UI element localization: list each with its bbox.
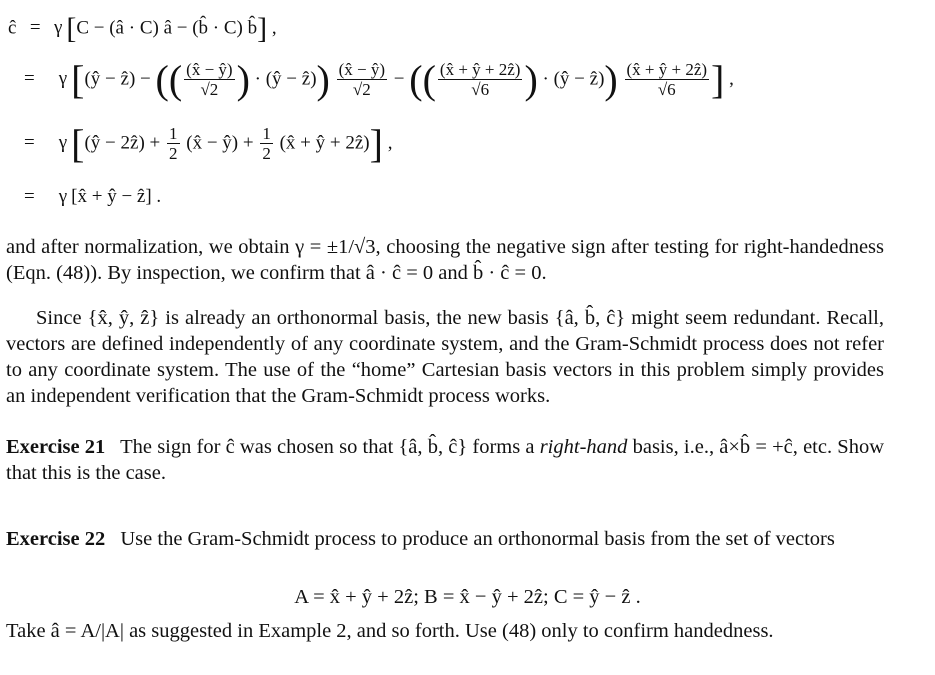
eq4-body: [x̂ + ŷ − ẑ] . xyxy=(71,186,162,207)
exercise-22 xyxy=(6,526,884,552)
eq1-body: C − (â · C) â − (b̂ · C) b̂ xyxy=(76,17,258,39)
eq2-paren-open: (( xyxy=(155,57,183,102)
eq2-paren-close4: ) xyxy=(604,57,618,102)
eq2-open-bracket: [ xyxy=(71,57,85,102)
exercise-22-text: Use the Gram-Schmidt process to produce an orthonormal basis from the set of vectors xyxy=(120,528,835,550)
eq2-minus: − xyxy=(393,68,405,90)
eq3-half2-den: 2 xyxy=(262,143,271,163)
eq2-frac2-num: (x̂ − ŷ) xyxy=(338,59,386,79)
exercise-21-text-before: The sign for ĉ was chosen so that {â, b̂, ĉ} forms a xyxy=(120,436,535,458)
eq2-frac4-num: (x̂ + ŷ + 2ẑ) xyxy=(626,59,708,79)
eq2-paren-close1: ) xyxy=(236,57,250,102)
eq3-half2-num: 1 xyxy=(262,123,271,143)
eq3-half2 xyxy=(260,125,273,163)
eq1-lhs: ĉ xyxy=(8,17,17,39)
eq2-frac3-den: √6 xyxy=(471,79,490,99)
exercise-21 xyxy=(6,434,884,486)
eq2-dot2: · (ŷ − ẑ) xyxy=(542,68,605,90)
eq1-close-bracket: ] xyxy=(257,12,268,45)
eq3-equals: = xyxy=(24,132,35,154)
exercise-22-label: Exercise 22 xyxy=(6,528,106,550)
eq2-frac2 xyxy=(337,61,387,99)
equation-line-3 xyxy=(24,121,393,166)
eq3-term3: (x̂ + ŷ + 2ẑ) xyxy=(279,132,370,154)
eq2-frac4-den: √6 xyxy=(657,79,676,99)
exercise-22-follow: Take â = A/|A| as suggested in Example 2, and so forth. Use (48) only to confirm handedness. xyxy=(6,620,774,642)
eq2-frac3 xyxy=(438,61,523,99)
eq2-paren-open2: (( xyxy=(409,57,436,102)
eq2-frac1-num: (x̂ − ŷ) xyxy=(186,59,233,79)
paragraph-orthonormal-basis: Since {x̂, ŷ, ẑ} is already an orthonormal basis, the new basis {â, b̂, ĉ} might seem redundant. Recall, vectors are defined independently of any coordinate system, and the Gram-Schmidt process does not refer to any coordinate system. The use of the “home” Cartesian basis vectors in this problem simply provides an independent verification that the Gram-Schmidt process works. xyxy=(6,307,884,407)
eq3-term1: (ŷ − 2ẑ) + xyxy=(84,132,161,154)
eq4-gamma: γ xyxy=(58,186,68,207)
eq2-frac3-num: (x̂ + ŷ + 2ẑ) xyxy=(439,59,521,79)
eq1-open-bracket: [ xyxy=(66,12,77,45)
eq2-paren-close3: ) xyxy=(524,57,538,102)
eq3-open-bracket: [ xyxy=(71,121,85,166)
exercise-21-text-after: basis, i.e., â×b̂ = +ĉ, etc. Show that this is the case. xyxy=(6,436,884,484)
exercise-21-label: Exercise 21 xyxy=(6,436,106,458)
eq3-half1-den: 2 xyxy=(169,143,178,163)
eq2-frac1-den: √2 xyxy=(200,79,219,99)
eq3-trail: , xyxy=(387,132,393,154)
equation-line-4 xyxy=(24,186,161,208)
eq2-paren-close2: ) xyxy=(316,57,330,102)
eq3-term2: (x̂ − ŷ) + xyxy=(186,132,254,154)
eq3-half1 xyxy=(167,125,180,163)
eq2-close-bracket: ] xyxy=(711,57,725,102)
eq4-equals: = xyxy=(24,186,35,207)
eq2-frac4 xyxy=(625,61,710,99)
paragraph-normalization: and after normalization, we obtain γ = ±1/√3, choosing the negative sign after testing for right-handedness (Eqn. (48)). By inspection, we confirm that â · ĉ = 0 and b̂ · ĉ = 0. xyxy=(6,236,884,284)
eq2-term1: (ŷ − ẑ) − xyxy=(84,68,151,90)
exercise-22-vectors: A = x̂ + ŷ + 2ẑ; B = x̂ − ŷ + 2ẑ; C = ŷ − ẑ . xyxy=(294,586,641,608)
eq3-close-bracket: ] xyxy=(369,121,383,166)
equation-line-2 xyxy=(24,57,734,102)
eq3-half1-num: 1 xyxy=(169,123,178,143)
exercise-21-text-italic: right-hand xyxy=(539,436,628,458)
eq1-equals: = xyxy=(29,17,41,39)
eq2-dot1: · (ŷ − ẑ) xyxy=(254,68,317,90)
eq2-frac2-den: √2 xyxy=(352,79,371,99)
eq2-equals: = xyxy=(24,68,35,90)
eq1-trail: , xyxy=(271,17,277,39)
eq3-gamma: γ xyxy=(58,132,68,154)
eq2-gamma: γ xyxy=(58,68,68,90)
eq2-trail: , xyxy=(729,68,734,90)
equation-line-1 xyxy=(8,14,277,44)
eq1-gamma: γ xyxy=(53,17,63,39)
eq2-frac1 xyxy=(184,61,234,99)
